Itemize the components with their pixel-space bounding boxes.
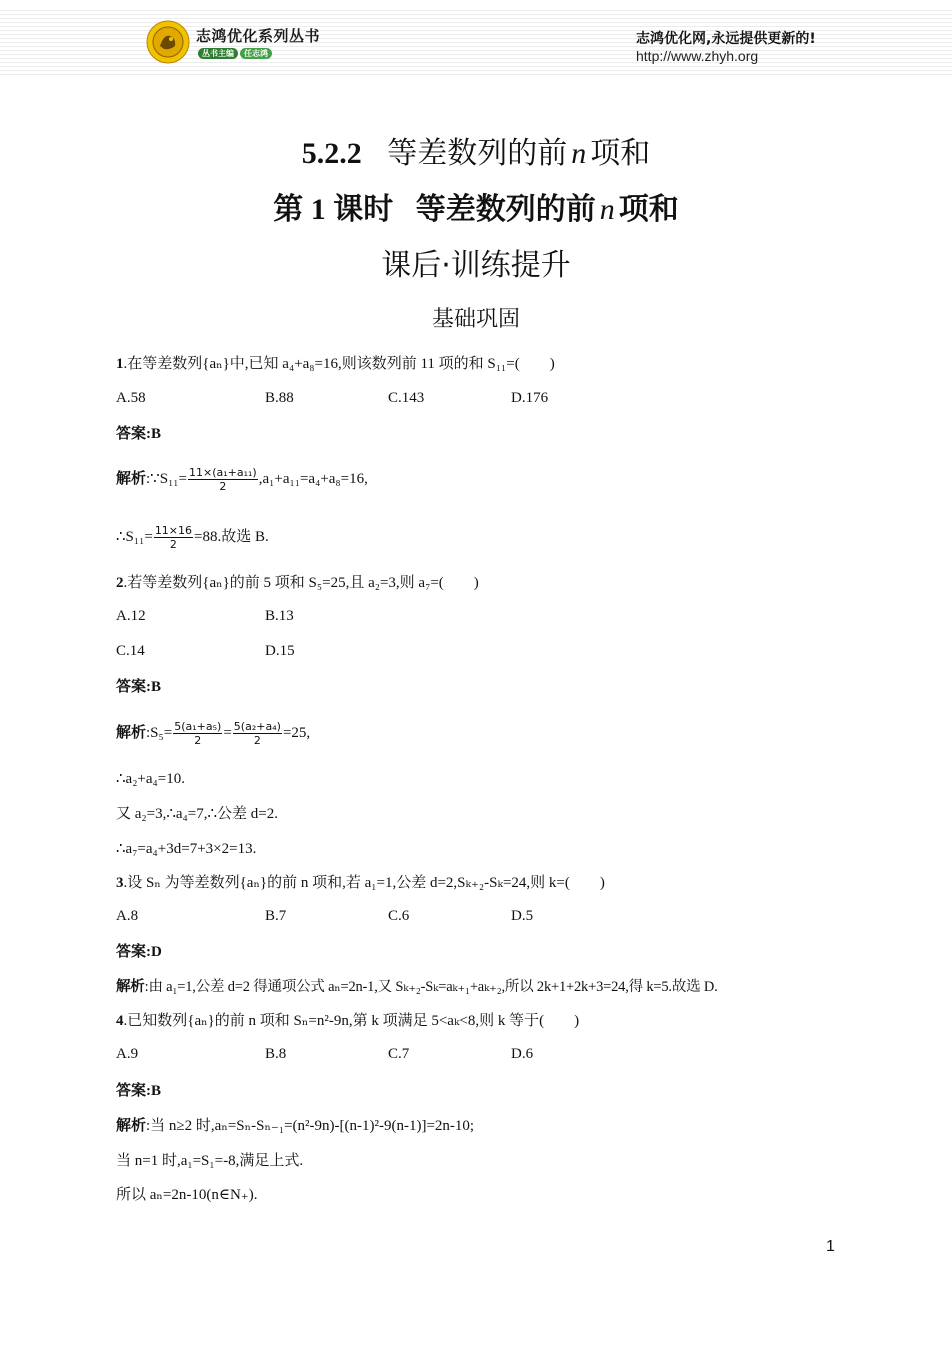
q4-stem: 4.已知数列{aₙ}的前 n 项和 Sₙ=n²-9n,第 k 项满足 5<aₖ<8,则 k 等于( ) xyxy=(116,1013,580,1029)
q3-option-d: D.5 xyxy=(511,908,534,924)
q1-analysis-2: ∴S₁₁= $\frac{11\times 16}{2}$ =88.故选 B. xyxy=(116,524,269,551)
q4-option-d: D.6 xyxy=(511,1046,534,1062)
q2-analysis-3: 又 a₂=3,∴a₄=7,∴公差 d=2. xyxy=(116,806,278,822)
page-header xyxy=(0,0,952,82)
period-title-a: 第 1 课时 等差数列的前 xyxy=(273,193,596,226)
q1-fraction-2: $\frac{11\times 16}{2}$ xyxy=(154,524,193,551)
q1-option-c: C.143 xyxy=(388,390,425,406)
q1-answer: 答案:B xyxy=(116,426,162,442)
q2-analysis-4: ∴a₇=a₄+3d=7+3×2=13. xyxy=(116,841,257,857)
exercise-title: 课后·训练提升 xyxy=(381,248,571,283)
q1-option-d: D.176 xyxy=(511,390,549,406)
brand-tags xyxy=(198,48,272,59)
q2-option-a: A.12 xyxy=(116,608,146,624)
series-brand: 志鸿优化系列丛书 xyxy=(196,27,321,45)
q1-option-b: B.88 xyxy=(265,390,294,406)
q1-fraction-1: $\frac{\text{11×(a₁+a₁₁)}}{2}$ xyxy=(189,466,257,493)
lesson-title-text: 等差数列的前 xyxy=(387,137,568,170)
q3-option-a: A.8 xyxy=(116,908,139,924)
q3-option-c: C.6 xyxy=(388,908,410,924)
period-title-b: 项和 xyxy=(618,193,679,226)
section-heading: 基础巩固 xyxy=(431,307,520,332)
period-title xyxy=(0,184,952,228)
q4-option-a: A.9 xyxy=(116,1046,139,1062)
q3-stem: 3.设 Sₙ 为等差数列{aₙ}的前 n 项和,若 a₁=1,公差 d=2,Sₖ₊₂-Sₖ=24,则 k=( ) xyxy=(116,875,605,891)
q2-option-d: D.15 xyxy=(265,643,295,659)
period-title-n: n xyxy=(599,193,615,226)
q4-option-b: B.8 xyxy=(265,1046,287,1062)
q3-answer: 答案:D xyxy=(116,944,162,960)
q2-analysis-1: 解析:S₅= $\frac{\text{5(a₁+a₅)}}{2}$ = $\frac{\text{5(a₂+a₄)}}{2}$ =25, xyxy=(116,720,311,747)
tag-editor: 丛书主编 xyxy=(198,48,238,59)
q4-analysis-2: 当 n=1 时,a₁=S₁=-8,满足上式. xyxy=(116,1153,304,1169)
q4-analysis-1: 解析:当 n≥2 时,aₙ=Sₙ-Sₙ₋₁=(n²-9n)-[(n-1)²-9(n-1)]=2n-10; xyxy=(116,1118,475,1134)
q2-fraction-1: $\frac{\text{5(a₁+a₅)}}{2}$ xyxy=(174,720,222,747)
q2-stem: 2.若等差数列{aₙ}的前 5 项和 S₅=25,且 a₂=3,则 a₇=( ) xyxy=(116,575,479,591)
q2-analysis-2: ∴a₂+a₄=10. xyxy=(116,771,185,787)
q4-analysis-3: 所以 aₙ=2n-10(n∈N₊). xyxy=(116,1187,258,1203)
q2-answer: 答案:B xyxy=(116,679,162,695)
tag-name: 任志鸿 xyxy=(240,48,272,59)
q2-fraction-2: $\frac{\text{5(a₂+a₄)}}{2}$ xyxy=(233,720,281,747)
zhihong-seal-logo xyxy=(146,20,190,64)
header-slogan: 志鸿优化网,永远提供更新的! xyxy=(636,31,816,47)
lesson-number: 5.2.2 xyxy=(301,137,362,170)
q1-stem: 1.在等差数列{aₙ}中,已知 a₄+a₈=16,则该数列前 11 项的和 S₁₁=( ) xyxy=(116,356,555,372)
header-url: http://www.zhyh.org xyxy=(636,48,759,64)
page-number: 1 xyxy=(826,1238,835,1255)
lesson-title xyxy=(0,128,952,172)
q1-analysis-1: 解析:∵S₁₁= $\frac{\text{11×(a₁+a₁₁)}}{2}$ ,a₁+a₁₁=a₄+a₈=16, xyxy=(116,466,368,493)
q2-option-b: B.13 xyxy=(265,608,294,624)
q3-analysis-1: 解析:由 a₁=1,公差 d=2 得通项公式 aₙ=2n-1,又 Sₖ₊₂-Sₖ=aₖ₊₁+aₖ₊₂,所以 2k+1+2k+3=24,得 k=5.故选 D. xyxy=(116,979,718,995)
lesson-title-n: n xyxy=(571,137,587,170)
q4-answer: 答案:B xyxy=(116,1083,162,1099)
q4-option-c: C.7 xyxy=(388,1046,410,1062)
q1-option-a: A.58 xyxy=(116,390,146,406)
q2-option-c: C.14 xyxy=(116,643,145,659)
lesson-title-end: 项和 xyxy=(590,137,651,170)
q3-option-b: B.7 xyxy=(265,908,287,924)
